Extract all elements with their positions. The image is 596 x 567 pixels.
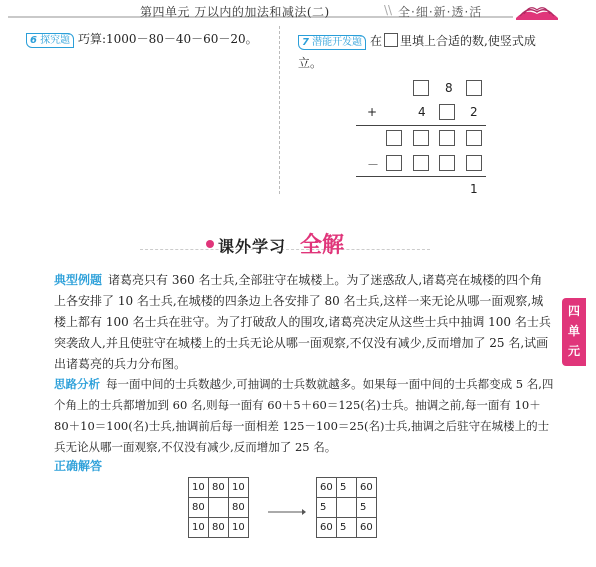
question-7-text-before: 在 xyxy=(369,34,382,48)
digit-box[interactable] xyxy=(466,155,482,171)
header-slashes: \\ xyxy=(384,3,393,17)
grid-cell xyxy=(337,498,357,518)
bullet-dot-icon xyxy=(206,240,214,248)
grid-cell: 5 xyxy=(337,478,357,498)
grid-cell: 5 xyxy=(357,498,377,518)
section-title-part1: 课外学习 xyxy=(218,237,287,256)
question-6 xyxy=(26,30,258,48)
header-motto: 全·细·新·透·活 xyxy=(398,5,483,19)
question-6-text: 巧算:1000－80－40－60－20。 xyxy=(77,32,258,46)
grid-cell: 5 xyxy=(337,518,357,538)
analysis-text: 每一面中间的士兵数越少,可抽调的士兵数就越多。如果每一面中间的士兵都变成 5 名,四个角上的士兵都增加到 60 名,则每一面有 60＋5＋60＝125(名)士兵。抽调之前,每一面有 10＋80＋10＝100(名)士兵,抽调前后每一面相差 125－100＝25(名)士兵,抽调之后驻守在城楼上的士兵无论从哪一面观察,不仅没有减少,反而增加了 25 名。 xyxy=(54,377,554,454)
grid-cell: 10 xyxy=(229,478,249,498)
column-divider xyxy=(279,26,280,194)
answer-label: 正确解答 xyxy=(54,459,103,473)
digit: 8 xyxy=(445,81,453,95)
result-digit: 1 xyxy=(470,182,478,196)
grid-after xyxy=(316,477,377,538)
unit-side-tab xyxy=(562,298,586,366)
digit: 2 xyxy=(470,105,478,119)
digit-box[interactable] xyxy=(386,155,402,171)
grid-cell: 60 xyxy=(317,518,337,538)
section-title-part2: 全解 xyxy=(300,233,345,258)
difference-line xyxy=(356,176,486,177)
grid-cell: 60 xyxy=(317,478,337,498)
tag-potential: 7 潜能开发题 xyxy=(298,35,366,50)
unit-title: 第四单元 万以内的加法和减法(二) xyxy=(140,5,330,19)
grid-before xyxy=(188,477,249,538)
grid-cell: 80 xyxy=(229,498,249,518)
digit-box[interactable] xyxy=(439,130,455,146)
grid-cell xyxy=(209,498,229,518)
side-tab-char: 单 xyxy=(567,324,580,338)
digit-box[interactable] xyxy=(413,155,429,171)
side-tab-char: 四 xyxy=(567,304,580,318)
grid-cell: 80 xyxy=(209,478,229,498)
digit-box[interactable] xyxy=(466,80,482,96)
digit-box[interactable] xyxy=(466,130,482,146)
grid-cell: 60 xyxy=(357,478,377,498)
arrow-right-icon xyxy=(268,507,306,517)
book-logo-icon xyxy=(514,0,560,20)
question-7-text-after: 里填上合适的数,使竖式成立。 xyxy=(298,34,536,70)
digit-box[interactable] xyxy=(413,80,429,96)
digit-box[interactable] xyxy=(386,130,402,146)
inline-blank-box xyxy=(384,33,398,47)
section-title xyxy=(200,228,360,258)
digit-box[interactable] xyxy=(439,104,455,120)
grid-cell: 5 xyxy=(317,498,337,518)
grid-cell: 60 xyxy=(357,518,377,538)
example-paragraph xyxy=(54,270,554,375)
answer-paragraph xyxy=(54,456,554,477)
digit: 4 xyxy=(418,105,426,119)
grid-cell: 80 xyxy=(189,498,209,518)
grid-cell: 10 xyxy=(189,518,209,538)
minus-sign: － xyxy=(367,158,380,172)
example-label: 典型例题 xyxy=(54,273,103,287)
tag-exploration: 6 探究题 xyxy=(26,33,74,48)
analysis-paragraph xyxy=(54,374,554,458)
question-7 xyxy=(298,30,558,74)
sum-line xyxy=(356,125,486,126)
digit-box[interactable] xyxy=(439,155,455,171)
digit-box[interactable] xyxy=(413,130,429,146)
grid-cell: 10 xyxy=(229,518,249,538)
grid-cell: 80 xyxy=(209,518,229,538)
side-tab-char: 元 xyxy=(567,344,580,358)
plus-sign: + xyxy=(367,105,378,119)
analysis-label: 思路分析 xyxy=(54,377,100,391)
grid-cell: 10 xyxy=(189,478,209,498)
page-header xyxy=(0,0,596,22)
example-text: 诸葛亮只有 360 名士兵,全部驻守在城楼上。为了迷惑敌人,诸葛亮在城楼的四个角上各安排了 10 名士兵,在城楼的四条边上各安排了 80 名士兵,这样一来无论从哪一面观察,城楼上都有 100 名士兵在驻守。为了打破敌人的围攻,诸葛亮决定从这些士兵中抽调 100 名士兵突袭敌人,并且使驻守在城楼上的士兵无论从哪一面观察,不仅没有减少,反而增加了 25 名,试画出诸葛亮的兵力分布图。 xyxy=(54,273,551,371)
